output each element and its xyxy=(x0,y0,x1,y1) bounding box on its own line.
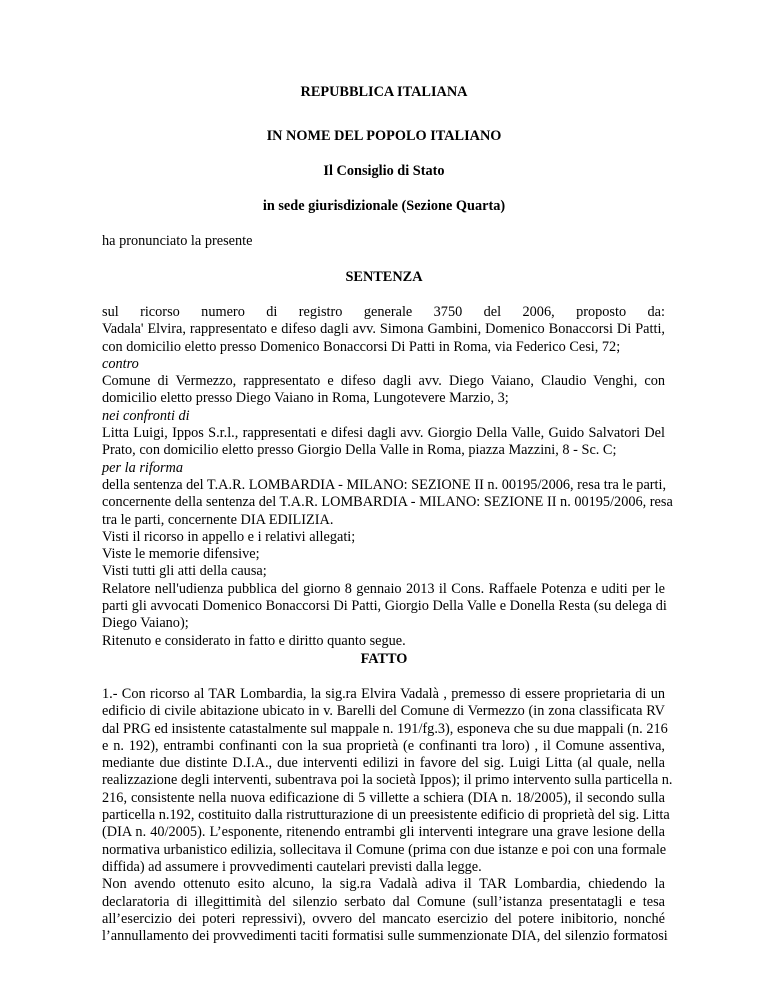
fatto-body xyxy=(102,686,673,945)
text-line: all’esercizio dei poteri repressivi), ovvero del mancato esercizio del potere inibitorio, nonché xyxy=(102,910,665,927)
riforma-label: per la riforma xyxy=(102,459,184,476)
text-line: concernente della sentenza del T.A.R. LOMBARDIA - MILANO: SEZIONE II n. 00195/2006, resa xyxy=(102,494,673,511)
text-line: mediante due distinte D.I.A., due interventi edilizi in favore del sig. Luigi Litta (al quale, nella xyxy=(102,755,665,772)
heading-section: in sede giurisdizionale (Sezione Quarta) xyxy=(262,198,506,214)
text-line: tra le parti, concernente DIA EDILIZIA. xyxy=(102,511,334,528)
ritenuto-line: Ritenuto e considerato in fatto e diritto quanto segue. xyxy=(102,632,406,649)
text-line: della sentenza del T.A.R. LOMBARDIA - MILANO: SEZIONE II n. 00195/2006, resa tra le parti, xyxy=(102,476,667,493)
text-line: l’annullamento dei provvedimenti taciti formatisi sulle summenzionate DIA, del silenzio formatosi xyxy=(102,928,668,945)
heading-court: Il Consiglio di Stato xyxy=(323,163,445,179)
text-line: parti gli avvocati Domenico Bonaccorsi Di Patti, Giorgio Della Valle e Donella Resta (su delega di xyxy=(102,598,667,615)
confronti-label: nei confronti di xyxy=(102,407,190,424)
text-line: diffida) ad assumere i provvedimenti cautelari previsti dalla legge. xyxy=(102,858,482,875)
heading-sentenza: SENTENZA xyxy=(345,269,423,285)
sentenza-body xyxy=(102,304,673,650)
text-line: particella n.192, costituito dalla ristrutturazione di un preesistente edificio di proprietà del sig. Litta xyxy=(102,807,670,824)
visti-line: Visti il ricorso in appello e i relativi allegati; xyxy=(102,528,356,545)
visti-line: Visti tutti gli atti della causa; xyxy=(102,563,267,580)
contro-label: contro xyxy=(102,355,139,372)
pronounced-line: ha pronunciato la presente xyxy=(102,233,253,249)
text-line: Non avendo ottenuto esito alcuno, la sig.ra Vadalà adiva il TAR Lombardia, chiedendo la xyxy=(102,876,665,893)
visti-line: Viste le memorie difensive; xyxy=(102,546,260,563)
text-line: realizzazione degli interventi, subentrava poi la società Ippos); il primo intervento sulla particella n. xyxy=(102,772,673,789)
text-line: con domicilio eletto presso Domenico Bonaccorsi Di Patti in Roma, via Federico Cesi, 72; xyxy=(102,338,621,355)
text-line: Diego Vaiano); xyxy=(102,615,189,632)
text-line: 1.- Con ricorso al TAR Lombardia, la sig.ra Elvira Vadalà , premesso di essere proprietaria di un xyxy=(102,686,665,702)
text-line: domicilio eletto presso Diego Vaiano in Roma, Lungotevere Marzio, 3; xyxy=(102,390,509,407)
heading-fatto: FATTO xyxy=(360,651,408,667)
text-line: (DIA n. 40/2005). L’esponente, ritenendo entrambi gli interventi integrare una grave lesione della xyxy=(102,824,665,841)
heading-in-nome: IN NOME DEL POPOLO ITALIANO xyxy=(266,128,502,144)
text-line: Vadala' Elvira, rappresentato e difeso dagli avv. Simona Gambini, Domenico Bonaccorsi Di Patti, xyxy=(102,321,665,338)
text-line: Prato, con domicilio eletto presso Giorgio Della Valle in Roma, piazza Mazzini, 8 - Sc. C; xyxy=(102,442,617,459)
text-line: dal PRG ed insistente catastalmente sul mappale n. 191/fg.3), esponeva che su due mappali (n. 216 xyxy=(102,720,668,737)
text-line: e n. 192), entrambi confinanti con la sua proprietà (e confinanti tra loro) , il Comune assentiva, xyxy=(102,737,665,754)
text-line: Litta Luigi, Ippos S.r.l., rappresentati e difesi dagli avv. Giorgio Della Valle, Guido Salvatori Del xyxy=(102,425,665,442)
text-line: edificio di civile abitazione ubicato in v. Barelli del Comune di Vermezzo (in zona classificata RV xyxy=(102,703,665,720)
heading-repubblica: REPUBBLICA ITALIANA xyxy=(300,84,468,100)
text-line: Comune di Vermezzo, rappresentato e difeso dagli avv. Diego Vaiano, Claudio Venghi, con xyxy=(102,373,665,390)
ricorso-first-line: sul ricorso numero di registro generale 3750 del 2006, proposto da: xyxy=(102,304,665,320)
text-line: normativa urbanistico edilizia, sollecitava il Comune (prima con due istanze e poi con una formale xyxy=(102,841,667,858)
text-line: Relatore nell'udienza pubblica del giorno 8 gennaio 2013 il Cons. Raffaele Potenza e uditi per le xyxy=(102,580,665,597)
text-line: declaratoria di illegittimità del silenzio serbato dal Comune (sull’istanza presentatagli e tesa xyxy=(102,893,665,910)
text-line: 216, consistente nella nuova edificazione di 5 villette a schiera (DIA n. 18/2005), il secondo sulla xyxy=(102,789,665,806)
